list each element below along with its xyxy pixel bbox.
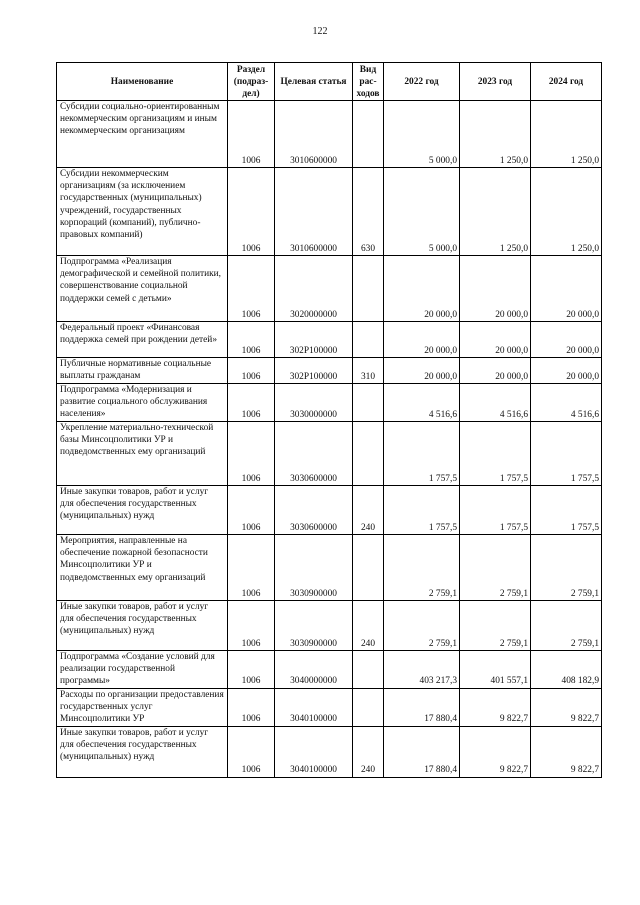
row-2023: 9 822,7 — [460, 688, 531, 726]
table-header-row — [57, 63, 602, 101]
row-vid — [353, 535, 384, 601]
row-target: 3040000000 — [275, 651, 353, 689]
row-target: 3040100000 — [275, 688, 353, 726]
table-row — [57, 322, 602, 358]
row-target: 302P100000 — [275, 358, 353, 384]
row-2024: 1 250,0 — [531, 101, 602, 168]
table-row — [57, 256, 602, 322]
row-name: Иные закупки товаров, работ и услуг для обеспечения государственных (муниципальных) нужд — [57, 601, 228, 651]
row-target: 3010600000 — [275, 168, 353, 256]
row-2024: 9 822,7 — [531, 726, 602, 777]
row-2023: 401 557,1 — [460, 651, 531, 689]
row-2022: 2 759,1 — [384, 601, 460, 651]
row-vid: 240 — [353, 486, 384, 535]
row-2024: 9 822,7 — [531, 688, 602, 726]
budget-table — [56, 62, 602, 778]
row-2024: 1 757,5 — [531, 422, 602, 486]
row-2024: 4 516,6 — [531, 384, 602, 422]
header-vid — [353, 63, 384, 101]
header-name: Наименование — [57, 63, 228, 101]
row-name: Подпрограмма «Реализация демографической и семейной политики, совершенствование социальной поддержки семей с детьми» — [57, 256, 228, 322]
header-target: Целевая статья — [275, 63, 353, 101]
row-name: Федеральный проект «Финансовая поддержка семей при рождении детей» — [57, 322, 228, 358]
table-row — [57, 384, 602, 422]
row-2023: 1 250,0 — [460, 101, 531, 168]
row-section: 1006 — [228, 422, 275, 486]
row-2023: 1 757,5 — [460, 486, 531, 535]
header-year-2024: 2024 год — [531, 63, 602, 101]
row-name: Укрепление материально-технической базы Минсоцполитики УР и подведомственных ему организаций — [57, 422, 228, 486]
header-vid-line: Вид — [359, 64, 377, 75]
header-section — [228, 63, 275, 101]
row-2022: 2 759,1 — [384, 535, 460, 601]
row-target: 302P100000 — [275, 322, 353, 358]
row-2022: 20 000,0 — [384, 358, 460, 384]
row-target: 3030900000 — [275, 601, 353, 651]
row-target: 3030600000 — [275, 486, 353, 535]
row-vid: 240 — [353, 726, 384, 777]
row-target: 3030900000 — [275, 535, 353, 601]
header-vid-line: ходов — [356, 88, 380, 99]
table-row — [57, 535, 602, 601]
row-name: Расходы по организации предоставления государственных услуг Минсоцполитики УР — [57, 688, 228, 726]
row-2023: 4 516,6 — [460, 384, 531, 422]
row-target: 3020000000 — [275, 256, 353, 322]
table-row — [57, 358, 602, 384]
row-section: 1006 — [228, 168, 275, 256]
page-number: 122 — [312, 26, 328, 37]
row-vid: 630 — [353, 168, 384, 256]
row-name: Подпрограмма «Модернизация и развитие социального обслуживания населения» — [57, 384, 228, 422]
row-vid: 310 — [353, 358, 384, 384]
row-name: Мероприятия, направленные на обеспечение пожарной безопасности Минсоцполитики УР и подведомственных ему организаций — [57, 535, 228, 601]
row-section: 1006 — [228, 688, 275, 726]
row-2023: 20 000,0 — [460, 358, 531, 384]
row-name: Публичные нормативные социальные выплаты гражданам — [57, 358, 228, 384]
row-2023: 2 759,1 — [460, 535, 531, 601]
row-2024: 2 759,1 — [531, 535, 602, 601]
header-section-line: дел) — [242, 88, 260, 99]
row-section: 1006 — [228, 358, 275, 384]
header-year-2023: 2023 год — [460, 63, 531, 101]
header-year-2022: 2022 год — [384, 63, 460, 101]
row-name: Иные закупки товаров, работ и услуг для обеспечения государственных (муниципальных) нужд — [57, 726, 228, 777]
row-2024: 20 000,0 — [531, 322, 602, 358]
row-section: 1006 — [228, 726, 275, 777]
row-2022: 403 217,3 — [384, 651, 460, 689]
row-name: Субсидии социально-ориентированным некоммерческим организациям и иным некоммерческим организациям — [57, 101, 228, 168]
row-section: 1006 — [228, 486, 275, 535]
row-2024: 408 182,9 — [531, 651, 602, 689]
table-row — [57, 422, 602, 486]
row-section: 1006 — [228, 651, 275, 689]
row-2023: 9 822,7 — [460, 726, 531, 777]
table-row — [57, 101, 602, 168]
row-vid — [353, 101, 384, 168]
row-section: 1006 — [228, 101, 275, 168]
row-section: 1006 — [228, 535, 275, 601]
row-2022: 5 000,0 — [384, 101, 460, 168]
row-2024: 20 000,0 — [531, 358, 602, 384]
table-row — [57, 688, 602, 726]
row-vid — [353, 688, 384, 726]
row-name: Субсидии некоммерческим организациям (за исключением государственных (муниципальных) учреждений, государственных корпораций (компаний), публично-правовых компаний) — [57, 168, 228, 256]
row-vid — [353, 256, 384, 322]
table-row — [57, 168, 602, 256]
row-section: 1006 — [228, 256, 275, 322]
row-2022: 20 000,0 — [384, 256, 460, 322]
row-vid — [353, 322, 384, 358]
row-target: 3010600000 — [275, 101, 353, 168]
row-2022: 5 000,0 — [384, 168, 460, 256]
row-section: 1006 — [228, 601, 275, 651]
row-2024: 1 250,0 — [531, 168, 602, 256]
row-2024: 2 759,1 — [531, 601, 602, 651]
row-2022: 17 880,4 — [384, 726, 460, 777]
row-2024: 1 757,5 — [531, 486, 602, 535]
row-vid — [353, 384, 384, 422]
row-vid: 240 — [353, 601, 384, 651]
row-2022: 1 757,5 — [384, 486, 460, 535]
row-2022: 1 757,5 — [384, 422, 460, 486]
header-section-line: (подраз- — [233, 76, 269, 87]
row-2023: 1 757,5 — [460, 422, 531, 486]
row-vid — [353, 651, 384, 689]
header-section-line: Раздел — [236, 64, 266, 75]
row-section: 1006 — [228, 322, 275, 358]
row-2023: 1 250,0 — [460, 168, 531, 256]
row-2023: 20 000,0 — [460, 322, 531, 358]
row-name: Иные закупки товаров, работ и услуг для обеспечения государственных (муниципальных) нужд — [57, 486, 228, 535]
row-target: 3030600000 — [275, 422, 353, 486]
table-row — [57, 726, 602, 777]
row-vid — [353, 422, 384, 486]
table-row — [57, 651, 602, 689]
header-vid-line: рас- — [359, 76, 377, 87]
row-2024: 20 000,0 — [531, 256, 602, 322]
row-2022: 20 000,0 — [384, 322, 460, 358]
row-2023: 20 000,0 — [460, 256, 531, 322]
row-2022: 4 516,6 — [384, 384, 460, 422]
row-2023: 2 759,1 — [460, 601, 531, 651]
row-target: 3030000000 — [275, 384, 353, 422]
row-section: 1006 — [228, 384, 275, 422]
row-2022: 17 880,4 — [384, 688, 460, 726]
row-name: Подпрограмма «Создание условий для реализации государственной программы» — [57, 651, 228, 689]
table-row — [57, 601, 602, 651]
row-target: 3040100000 — [275, 726, 353, 777]
table-row — [57, 486, 602, 535]
